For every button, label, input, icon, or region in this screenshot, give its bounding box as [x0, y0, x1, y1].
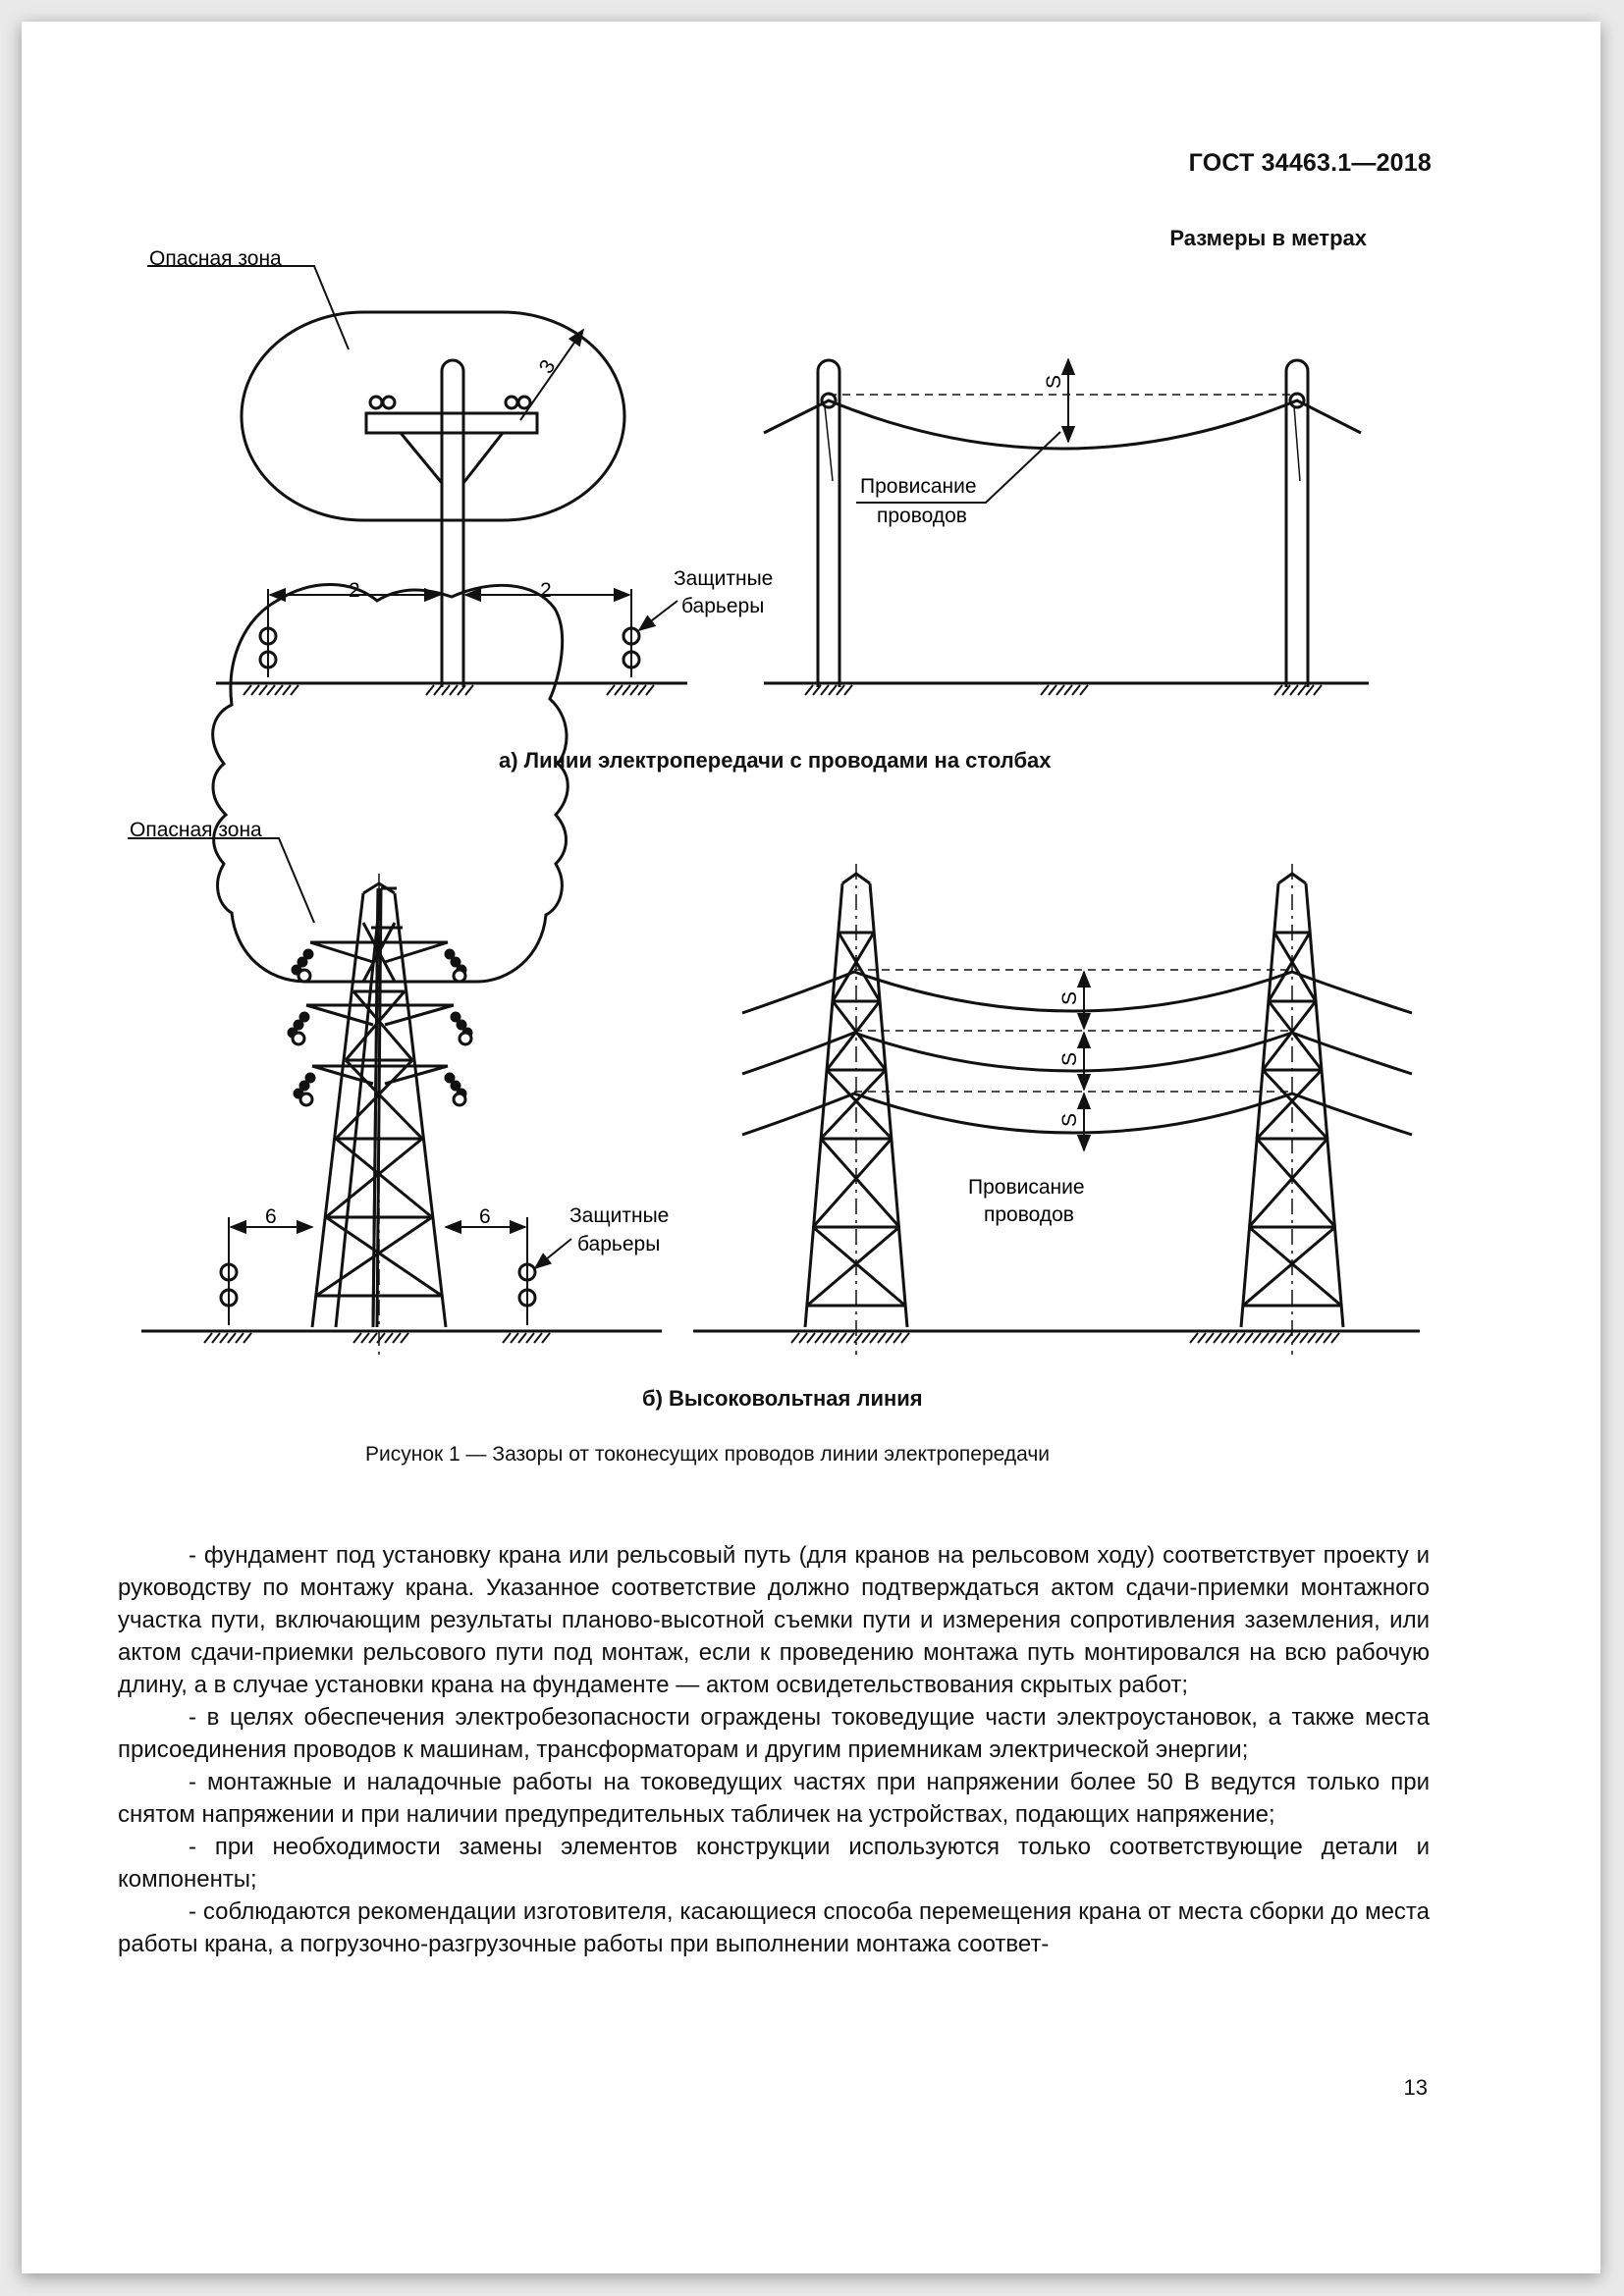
clearance-b-left-label: 6 — [265, 1205, 277, 1228]
danger-zone-leader — [147, 266, 349, 349]
clearance-right-label: 2 — [540, 579, 552, 602]
clearance-b-right-label: 6 — [479, 1205, 491, 1228]
pole-diagram — [147, 266, 687, 695]
barriers-b-label-2: барьеры — [577, 1233, 661, 1255]
pole-right — [1286, 360, 1308, 687]
paragraph: - в целях обеспечения электробезопасности ограждены токоведущие части электроустановок, а также места присоединения проводов к машинам, трансформаторам и другим приемникам электрической энергии; — [118, 1704, 1430, 1763]
figure-caption-a: а) Линии электропередачи с проводами на столбах — [499, 748, 1052, 773]
pole — [442, 360, 463, 687]
barriers-label-2: барьеры — [681, 595, 765, 617]
figure-caption: Рисунок 1 — Зазоры от токонесущих проводов линии электропередачи — [365, 1443, 1050, 1466]
paragraph: - монтажные и наладочные работы на токоведущих частях при напряжении более 50 В ведутся только при снятом напряжении и при наличии предупредительных табличек на устройствах, подающих напряжение; — [118, 1769, 1430, 1828]
sag-b-label-2: проводов — [984, 1203, 1074, 1226]
clearance-left-label: 2 — [349, 579, 360, 602]
span-diagram — [764, 359, 1369, 695]
paragraph: - соблюдаются рекомендации изготовителя, касающиеся способа перемещения крана от места сборки до места работы крана, а погрузочно-разгрузочные работы при выполнении монтажа соответ- — [118, 1898, 1430, 1957]
wire-sag — [764, 400, 1361, 449]
barriers-leader — [639, 601, 677, 630]
sag-s-label: S — [1043, 374, 1065, 389]
sag-label-1: Провисание — [860, 475, 977, 498]
dimensions-note: Размеры в метрах — [1169, 226, 1367, 250]
danger-zone-outline — [242, 312, 624, 520]
pole-left — [818, 360, 839, 687]
body-text — [118, 1539, 1430, 1960]
figure-caption-b: б) Высоковольтная линия — [642, 1386, 923, 1411]
tower-span-diagram — [693, 864, 1420, 1355]
barriers-label-1: Защитные — [674, 567, 774, 590]
page-number: 13 — [1403, 2075, 1428, 2100]
paragraph: - фундамент под установку крана или рельсовый путь (для кранов на рельсовом ходу) соответствует проекту и руководству по монтажу крана. Указанное соответствие должно подтверждаться актом сдачи-приемки монтажного участка пути, включающим результаты планово-высотной съемки пути и измерения сопротивления заземления, или актом сдачи-приемки рельсового пути под монтаж, если к проведению монтажа путь монтировался на всю рабочую длину, а в случае установки крана на фундаменте — актом освидетельствования скрытых работ; — [118, 1542, 1430, 1698]
barriers-b-label-1: Защитные — [569, 1204, 670, 1227]
danger-zone-label: Опасная зона — [149, 247, 282, 270]
paragraph: - при необходимости замены элементов конструкции используются только соответствующие детали и компоненты; — [118, 1834, 1430, 1893]
sag-b-s2: S — [1058, 1051, 1081, 1066]
danger-zone-b-label: Опасная зона — [130, 819, 262, 841]
sag-b-label-1: Провисание — [968, 1176, 1085, 1199]
document-number: ГОСТ 34463.1—2018 — [1188, 149, 1432, 177]
crossarm — [366, 413, 537, 433]
sag-b-s1: S — [1058, 990, 1081, 1005]
sag-b-s3: S — [1058, 1112, 1081, 1127]
clearance-top-label: 3 — [534, 355, 561, 378]
sag-label-2: проводов — [877, 505, 967, 527]
